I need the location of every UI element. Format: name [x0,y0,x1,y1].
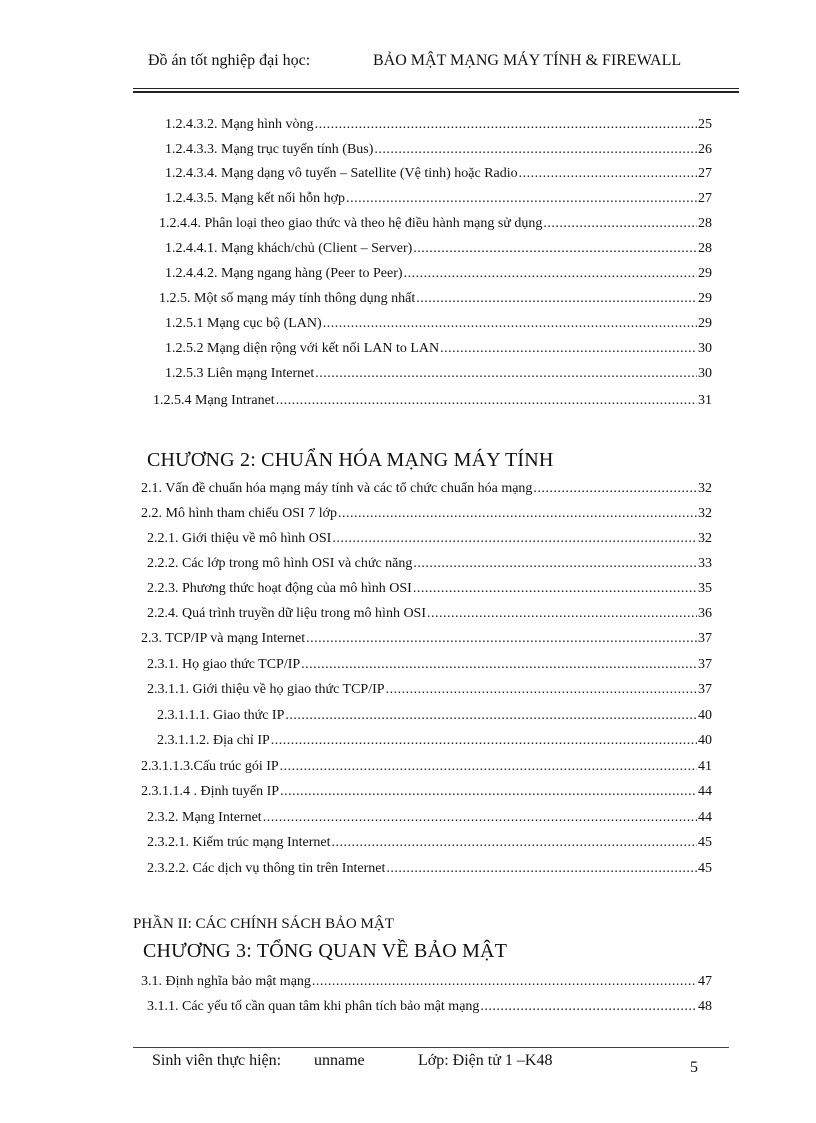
page-header [148,52,728,74]
toc-entry: 3.1.1. Các yếu tố cần quan tâm khi phân tích bảo mật mạng ..... 48 [147,997,712,1017]
header-left-title: Đồ án tốt nghiệp đại học: [148,52,311,69]
toc-entry: 1.2.4.3.3. Mạng trục tuyến tính (Bus) ..... 26 [165,140,712,160]
toc-entry: 1.2.5.2 Mạng diện rộng với kết nối LAN to LAN ..... 30 [165,339,712,359]
header-rule-bottom [133,91,739,93]
toc-entry: 2.2.3. Phương thức hoạt động của mô hình OSI ..... 35 [147,579,712,599]
toc-entry: 1.2.4.4.2. Mạng ngang hàng (Peer to Peer) ..... 29 [165,264,712,284]
toc-entry: 2.3.1. Họ giao thức TCP/IP ..... 37 [147,655,712,675]
toc-entry: 1.2.4.3.5. Mạng kết nối hỗn hợp ..... 27 [165,189,712,209]
toc-entry: 1.2.4.4. Phân loại theo giao thức và theo hệ điều hành mạng sử dụng ..... 28 [159,214,712,234]
toc-entry: 2.2. Mô hình tham chiếu OSI 7 lớp ..... 32 [141,504,712,524]
toc-entry: 2.3.1.1.3.Cấu trúc gói IP ..... 41 [141,757,712,777]
toc-entry: 2.3. TCP/IP và mạng Internet ..... 37 [141,629,712,649]
part-2-heading: PHẦN II: CÁC CHÍNH SÁCH BẢO MẬT [133,916,394,932]
toc-entry: 2.3.1.1.4 . Định tuyến IP ..... 44 [141,782,712,802]
toc-entry: 2.1. Vấn đề chuẩn hóa mạng máy tính và các tổ chức chuẩn hóa mạng ..... 32 [141,479,712,499]
toc-entry: 1.2.5.4 Mạng Intranet ..... 31 [153,391,712,411]
toc-entry: 2.2.2. Các lớp trong mô hình OSI và chức năng ..... 33 [147,554,712,574]
toc-entry: 3.1. Định nghĩa bảo mật mạng ..... 47 [141,972,712,992]
footer-student-label: Sinh viên thực hiện: [152,1052,282,1069]
toc-entry: 1.2.4.4.1. Mạng khách/chủ (Client – Server) ..... 28 [165,239,712,259]
chapter-2-heading: CHƯƠNG 2: CHUẨN HÓA MẠNG MÁY TÍNH [147,449,554,471]
toc-entry: 2.3.2.2. Các dịch vụ thông tin trên Internet ..... 45 [147,859,712,879]
toc-entry: 1.2.5. Một số mạng máy tính thông dụng nhất ..... 29 [159,289,712,309]
toc-entry: 2.2.4. Quá trình truyền dữ liệu trong mô hình OSI ..... 36 [147,604,712,624]
header-rule-top [133,88,739,89]
toc-entry: 2.2.1. Giới thiệu về mô hình OSI ..... 32 [147,529,712,549]
toc-entry: 2.3.2.1. Kiếm trúc mạng Internet ..... 45 [147,833,712,853]
toc-entry: 1.2.5.3 Liên mạng Internet ..... 30 [165,364,712,384]
toc-entry: 1.2.4.3.4. Mạng dạng vô tuyến – Satellite (Vệ tinh) hoặc Radio ..... 27 [165,164,712,184]
footer-rule [133,1047,729,1048]
toc-entry: 2.3.1.1.2. Địa chỉ IP ..... 40 [157,731,712,751]
toc-entry: 2.3.1.1. Giới thiệu về họ giao thức TCP/IP ..... 37 [147,680,712,700]
footer-student-name: unname [314,1052,365,1069]
footer-class: Lớp: Điện tử 1 –K48 [418,1052,553,1069]
toc-entry: 1.2.4.3.2. Mạng hình vòng ..... 25 [165,115,712,135]
header-right-title: BẢO MẬT MẠNG MÁY TÍNH & FIREWALL [373,52,682,69]
toc-entry: 2.3.2. Mạng Internet ..... 44 [147,808,712,828]
toc-entry: 1.2.5.1 Mạng cục bộ (LAN) ..... 29 [165,314,712,334]
toc-entry: 2.3.1.1.1. Giao thức IP ..... 40 [157,706,712,726]
chapter-3-heading: CHƯƠNG 3: TỔNG QUAN VỀ BẢO MẬT [143,940,508,962]
page-number: 5 [690,1059,698,1076]
